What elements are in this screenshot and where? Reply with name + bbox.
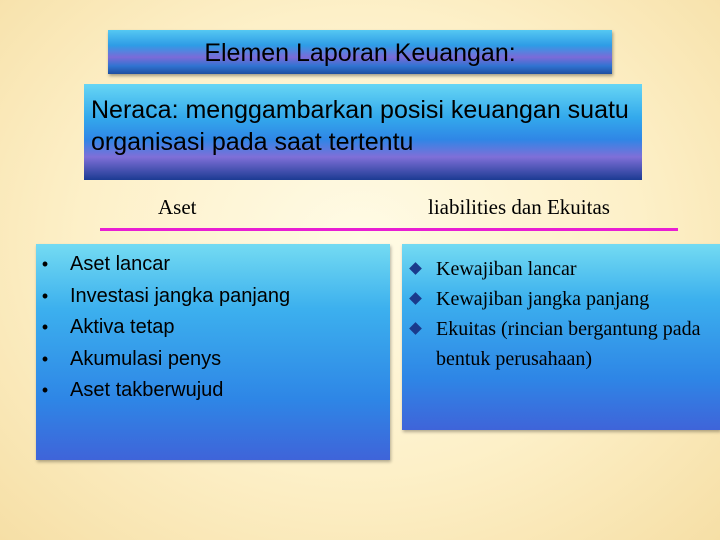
neraca-definition: Neraca: menggambarkan posisi keuangan suatu organisasi pada saat tertentu: [91, 96, 629, 156]
bullet-icon: •: [41, 285, 49, 306]
title-banner: [108, 30, 612, 74]
assets-box: [36, 244, 390, 460]
liabilities-equity-heading: liabilities dan Ekuitas: [428, 195, 610, 219]
list-item: [36, 344, 290, 376]
slide-title: Elemen Laporan Keuangan:: [204, 39, 516, 67]
list-item-label: Kewajiban jangka panjang: [436, 288, 650, 310]
list-item-label: Investasi jangka panjang: [70, 284, 291, 307]
list-item: [36, 249, 290, 281]
liabilities-equity-box: [402, 244, 720, 430]
liabilities-equity-list: [408, 254, 716, 374]
list-item: [36, 312, 290, 344]
divider-line: [100, 228, 678, 231]
list-item-label: Kewajiban lancar: [436, 258, 577, 280]
bullet-icon: •: [41, 254, 49, 274]
list-item-label: Akumulasi penys: [70, 347, 222, 370]
list-item-label: Aset lancar: [70, 253, 171, 275]
assets-heading: Aset: [158, 195, 197, 219]
list-item-label: Aktiva tetap: [70, 316, 175, 338]
diamond-icon: [409, 262, 422, 275]
assets-list: [36, 249, 290, 407]
diamond-icon: [409, 292, 422, 305]
bullet-icon: •: [41, 317, 49, 337]
list-item: [408, 284, 716, 314]
diamond-icon: [409, 322, 422, 335]
list-item: [408, 314, 716, 374]
bullet-icon: •: [41, 348, 49, 369]
list-item: [408, 254, 716, 284]
list-item: [36, 281, 290, 313]
definition-box: [84, 84, 642, 180]
bullet-icon: •: [41, 380, 49, 400]
list-item-label: Ekuitas (rincian bergantung pada bentuk perusahaan): [436, 318, 701, 370]
list-item-label: Aset takberwujud: [70, 379, 224, 401]
list-item: [36, 375, 290, 407]
